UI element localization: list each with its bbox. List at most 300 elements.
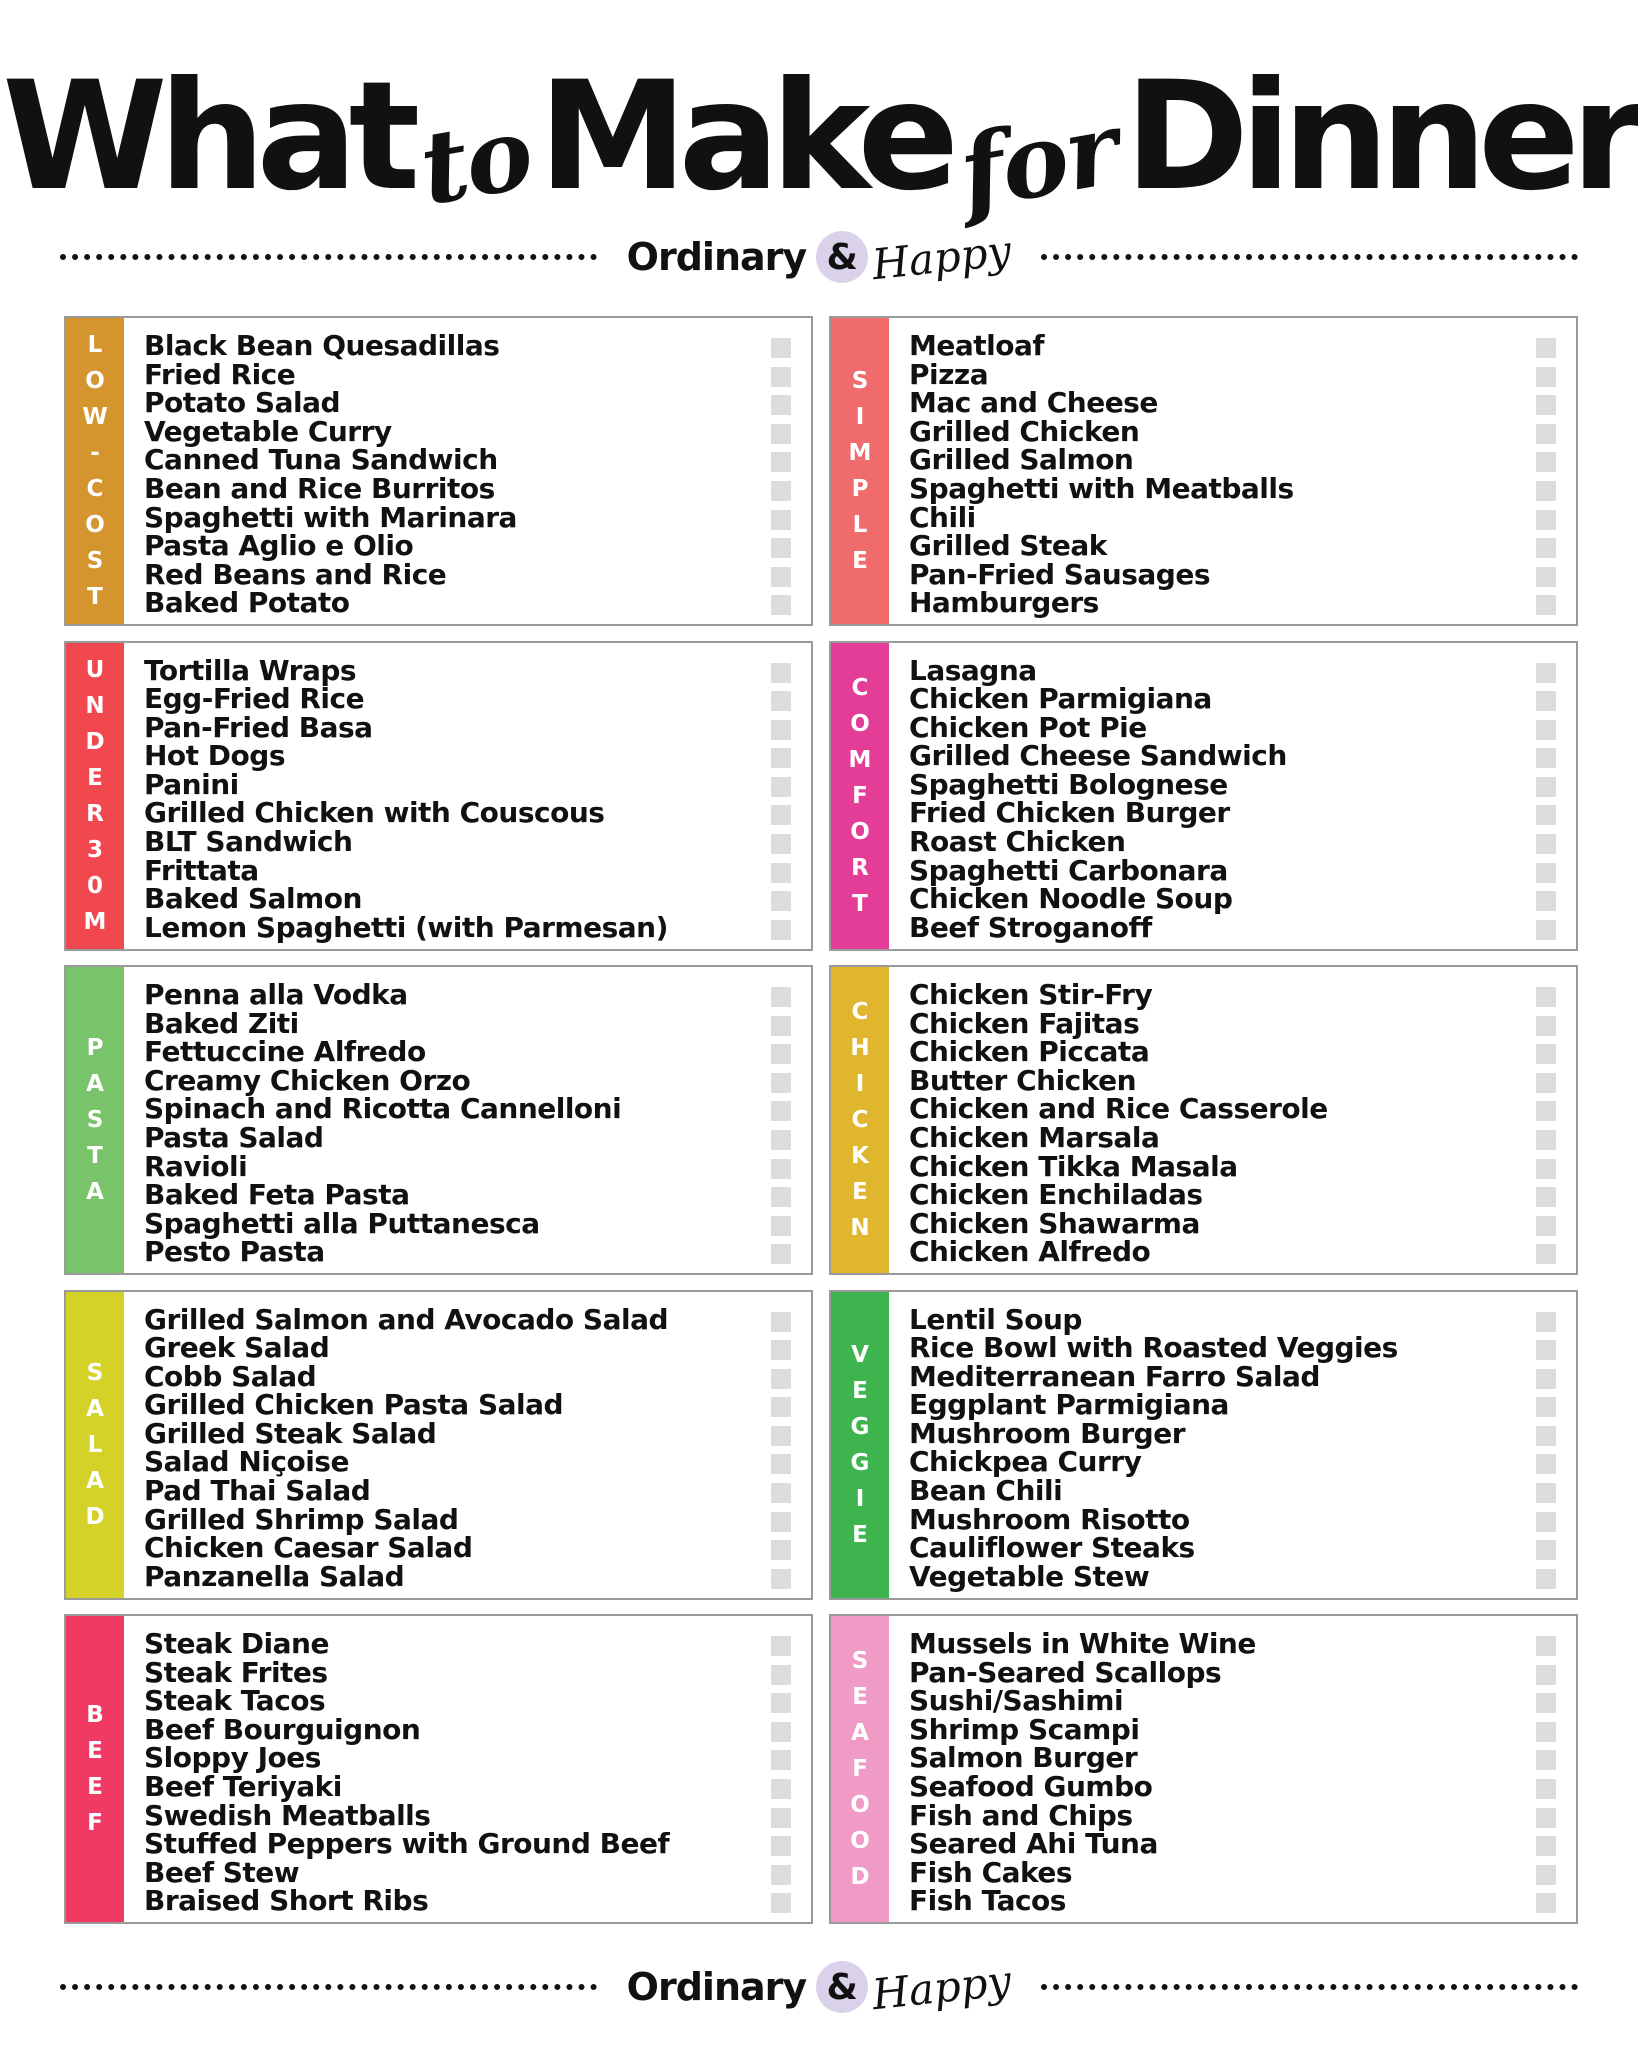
dotted-line-left: [60, 1984, 597, 1990]
dish-checkbox[interactable]: [1536, 1369, 1556, 1389]
category-label-letter: H: [850, 1035, 870, 1061]
dish-checkbox[interactable]: [771, 395, 791, 415]
dish-checkbox[interactable]: [771, 338, 791, 358]
dish-checkbox[interactable]: [1536, 834, 1556, 854]
dish-checkbox[interactable]: [1536, 1865, 1556, 1885]
category-label-letter: L: [87, 1431, 103, 1458]
category-label-letter: N: [850, 1215, 870, 1241]
dish-checkbox[interactable]: [1536, 1101, 1556, 1121]
dish-item: Chicken Stir-Fry: [909, 978, 1153, 1011]
dish-item: Chicken Caesar Salad: [144, 1531, 473, 1565]
dish-item: Spaghetti Bolognese: [909, 767, 1228, 801]
dish-item: Mushroom Burger: [909, 1416, 1186, 1450]
dish-checkbox[interactable]: [1536, 720, 1556, 740]
dish-checkbox[interactable]: [1536, 395, 1556, 415]
dish-checkbox[interactable]: [771, 1569, 791, 1589]
dish-checkbox[interactable]: [771, 1187, 791, 1207]
category-label-letter: A: [86, 1467, 104, 1494]
dish-checkbox[interactable]: [1536, 748, 1556, 768]
dish-item: Baked Potato: [144, 586, 350, 620]
dish-checkbox[interactable]: [771, 1540, 791, 1560]
category-label-letter: G: [850, 1449, 870, 1476]
checkbox-column: [771, 987, 793, 1273]
dish-item: Cobb Salad: [144, 1359, 317, 1393]
dish-checkbox[interactable]: [771, 567, 791, 587]
category-label-letter: E: [852, 548, 868, 574]
category-card-pasta: [64, 965, 813, 1275]
category-label-letter: E: [87, 764, 103, 791]
dish-checkbox[interactable]: [771, 1101, 791, 1121]
dish-checkbox[interactable]: [1536, 663, 1556, 683]
category-card-comfort: [829, 641, 1578, 951]
checkbox-column: [771, 1312, 793, 1598]
category-label-letter: R: [86, 800, 104, 827]
dish-checkbox[interactable]: [1536, 1693, 1556, 1713]
dish-checkbox[interactable]: [1536, 1750, 1556, 1770]
category-label-letter: O: [85, 368, 105, 394]
dish-item: Rice Bowl with Roasted Veggies: [909, 1331, 1398, 1365]
category-label-letter: M: [848, 440, 872, 466]
dish-item: BLT Sandwich: [144, 825, 353, 859]
dish-checkbox[interactable]: [771, 663, 791, 683]
dish-item: Tortilla Wraps: [144, 653, 357, 687]
dish-item: Grilled Chicken Pasta Salad: [144, 1388, 564, 1422]
title-for: for: [951, 88, 1126, 233]
dish-item: Sushi/Sashimi: [909, 1684, 1124, 1718]
checkbox-column: [771, 338, 793, 624]
dish-checkbox[interactable]: [771, 1512, 791, 1532]
category-label-letter: F: [87, 1810, 103, 1836]
dish-item: Beef Bourguignon: [144, 1712, 421, 1746]
dish-item: Lasagna: [909, 653, 1037, 687]
dish-checkbox[interactable]: [1536, 1073, 1556, 1093]
dish-checkbox[interactable]: [1536, 1665, 1556, 1685]
dish-item: Fried Chicken Burger: [909, 796, 1230, 830]
dish-item: Steak Frites: [144, 1655, 328, 1689]
dish-checkbox[interactable]: [1536, 891, 1556, 911]
dish-item: Pad Thai Salad: [144, 1474, 371, 1508]
dish-checkbox[interactable]: [771, 863, 791, 883]
dish-item: Panzanella Salad: [144, 1559, 405, 1593]
dish-item: Black Bean Quesadillas: [144, 329, 500, 362]
dish-item: Chicken Tikka Masala: [909, 1149, 1238, 1183]
dish-checkbox[interactable]: [1536, 805, 1556, 825]
dish-checkbox[interactable]: [771, 452, 791, 472]
dish-item: Mushroom Risotto: [909, 1502, 1190, 1536]
dish-checkbox[interactable]: [1536, 567, 1556, 587]
category-label-letter: I: [855, 1071, 865, 1097]
category-card-salad: [64, 1290, 813, 1600]
dish-checkbox[interactable]: [771, 987, 791, 1007]
dish-checkbox[interactable]: [1536, 338, 1556, 358]
dish-checkbox[interactable]: [1536, 1636, 1556, 1656]
dish-checkbox[interactable]: [771, 1397, 791, 1417]
title-make: Make: [538, 50, 951, 224]
dish-item: Pan-Fried Basa: [144, 710, 373, 744]
category-label-letter: N: [85, 692, 105, 719]
title-dinner: Dinner: [1124, 50, 1636, 224]
dish-checkbox[interactable]: [1536, 424, 1556, 444]
dish-checkbox[interactable]: [771, 1044, 791, 1064]
category-label-letter: R: [851, 854, 869, 881]
dish-checkbox[interactable]: [1536, 1044, 1556, 1064]
checkbox-column: [1536, 1312, 1558, 1598]
dotted-line-left: [60, 254, 597, 260]
dish-list: [124, 1616, 811, 1922]
dish-list: [889, 318, 1576, 624]
category-label-letter: C: [86, 476, 104, 502]
dish-checkbox[interactable]: [771, 1312, 791, 1332]
dish-item: Frittata: [144, 853, 259, 887]
dish-item: Beef Stroganoff: [909, 910, 1152, 944]
dish-checkbox[interactable]: [771, 1865, 791, 1885]
category-card-chicken: [829, 965, 1578, 1275]
category-grid: [64, 316, 1578, 1924]
dish-item: Chicken Noodle Soup: [909, 882, 1233, 916]
dish-checkbox[interactable]: [1536, 777, 1556, 797]
dish-item: Spaghetti with Meatballs: [909, 471, 1294, 505]
dish-item: Ravioli: [144, 1149, 248, 1183]
checkbox-column: [771, 1636, 793, 1922]
dish-checkbox[interactable]: [1536, 510, 1556, 530]
dish-checkbox[interactable]: [771, 1483, 791, 1503]
dish-item: Chicken Enchiladas: [909, 1178, 1203, 1212]
dish-checkbox[interactable]: [771, 1893, 791, 1913]
category-label-bar: [831, 1292, 889, 1598]
dish-checkbox[interactable]: [1536, 1397, 1556, 1417]
dish-item: Chili: [909, 500, 976, 534]
category-label-letter: E: [852, 1521, 868, 1548]
dish-checkbox[interactable]: [1536, 1187, 1556, 1207]
dish-checkbox[interactable]: [1536, 1340, 1556, 1360]
checkbox-column: [1536, 338, 1558, 624]
dish-checkbox[interactable]: [1536, 987, 1556, 1007]
category-label-bar: [66, 643, 124, 949]
dish-checkbox[interactable]: [771, 777, 791, 797]
category-label-letter: M: [83, 908, 107, 935]
dish-item: Chicken Parmigiana: [909, 682, 1212, 716]
checkbox-column: [1536, 663, 1558, 949]
dish-checkbox[interactable]: [771, 748, 791, 768]
dish-item: Chicken Shawarma: [909, 1206, 1200, 1240]
dish-item: Red Beans and Rice: [144, 557, 447, 591]
dish-item: Salad Niçoise: [144, 1445, 349, 1479]
dish-checkbox[interactable]: [771, 481, 791, 501]
dish-checkbox[interactable]: [771, 538, 791, 558]
category-label-letter: I: [855, 1485, 865, 1512]
dish-item: Chicken and Rice Casserole: [909, 1092, 1328, 1126]
category-label-letter: E: [852, 1684, 868, 1710]
dish-checkbox[interactable]: [1536, 1130, 1556, 1150]
dish-checkbox[interactable]: [771, 1693, 791, 1713]
brand-amp: &: [826, 1966, 858, 2008]
dish-item: Steak Tacos: [144, 1684, 326, 1718]
dish-checkbox[interactable]: [771, 1750, 791, 1770]
category-label-letter: O: [850, 818, 870, 845]
dish-checkbox[interactable]: [771, 1665, 791, 1685]
dish-item: Sloppy Joes: [144, 1741, 321, 1775]
dish-item: Chicken Fajitas: [909, 1006, 1140, 1040]
dish-checkbox[interactable]: [771, 1779, 791, 1799]
dish-item: Pasta Salad: [144, 1120, 324, 1154]
dish-checkbox[interactable]: [1536, 1216, 1556, 1236]
dish-item: Steak Diane: [144, 1627, 329, 1660]
dotted-line-right: [1041, 254, 1578, 260]
dish-checkbox[interactable]: [771, 1130, 791, 1150]
dish-item: Mac and Cheese: [909, 386, 1158, 420]
dish-item: Fish and Chips: [909, 1798, 1133, 1832]
dish-checkbox[interactable]: [1536, 1016, 1556, 1036]
checkbox-column: [1536, 1636, 1558, 1922]
dish-checkbox[interactable]: [771, 1216, 791, 1236]
dish-checkbox[interactable]: [771, 1636, 791, 1656]
dish-item: Cauliflower Steaks: [909, 1531, 1195, 1565]
dish-item: Salmon Burger: [909, 1741, 1138, 1775]
dish-item: Pizza: [909, 357, 989, 391]
dish-checkbox[interactable]: [771, 691, 791, 711]
dish-item: Chicken Piccata: [909, 1035, 1150, 1069]
category-label-letter: G: [850, 1413, 870, 1440]
dish-checkbox[interactable]: [1536, 1540, 1556, 1560]
category-card-low-cost: [64, 316, 813, 626]
category-label-letter: E: [852, 1179, 868, 1205]
category-label-letter: 0: [86, 872, 103, 899]
brand-logo: [626, 1955, 1014, 2019]
category-label-letter: A: [86, 1071, 104, 1097]
brand-name-ordinary: Ordinary: [626, 235, 807, 279]
category-label-letter: D: [850, 1864, 870, 1890]
dish-item: Pan-Seared Scallops: [909, 1655, 1222, 1689]
dish-checkbox[interactable]: [771, 1808, 791, 1828]
dish-item: Fish Cakes: [909, 1855, 1073, 1889]
dish-item: Egg-Fried Rice: [144, 682, 365, 716]
category-label-letter: O: [850, 710, 870, 737]
dish-item: Pesto Pasta: [144, 1235, 325, 1269]
category-label-letter: L: [87, 332, 103, 358]
category-label-letter: U: [85, 656, 105, 683]
dish-item: Braised Short Ribs: [144, 1884, 429, 1918]
category-label-letter: E: [87, 1774, 103, 1800]
category-label-letter: B: [86, 1702, 104, 1728]
dish-checkbox[interactable]: [771, 1369, 791, 1389]
dish-item: Grilled Salmon: [909, 443, 1134, 477]
category-label-bar: [66, 1292, 124, 1598]
dish-item: Creamy Chicken Orzo: [144, 1063, 471, 1097]
category-label-letter: W: [82, 404, 108, 430]
dish-checkbox[interactable]: [1536, 1312, 1556, 1332]
dish-list: [124, 967, 811, 1273]
dish-checkbox[interactable]: [1536, 1454, 1556, 1474]
dish-checkbox[interactable]: [771, 720, 791, 740]
dish-list: [124, 1292, 811, 1598]
dish-item: Hamburgers: [909, 586, 1099, 620]
dotted-line-right: [1041, 1984, 1578, 1990]
dish-item: Grilled Shrimp Salad: [144, 1502, 459, 1536]
dish-checkbox[interactable]: [1536, 452, 1556, 472]
dish-checkbox[interactable]: [1536, 1483, 1556, 1503]
dish-item: Penna alla Vodka: [144, 978, 408, 1011]
category-label-bar: [66, 1616, 124, 1922]
dish-item: Pasta Aglio e Olio: [144, 529, 414, 563]
brand-divider-top: [60, 222, 1578, 292]
dish-list: [889, 967, 1576, 1273]
dish-item: Roast Chicken: [909, 825, 1126, 859]
dish-item: Spaghetti with Marinara: [144, 500, 517, 534]
dish-checkbox[interactable]: [1536, 595, 1556, 615]
dish-item: Spaghetti alla Puttanesca: [144, 1206, 540, 1240]
dish-item: Baked Ziti: [144, 1006, 299, 1040]
dish-item: Spinach and Ricotta Cannelloni: [144, 1092, 622, 1126]
category-label-letter: P: [86, 1035, 104, 1061]
dish-checkbox[interactable]: [1536, 481, 1556, 501]
dish-item: Lentil Soup: [909, 1302, 1082, 1336]
dish-checkbox[interactable]: [771, 1073, 791, 1093]
dish-item: Lemon Spaghetti (with Parmesan): [144, 910, 668, 944]
dish-checkbox[interactable]: [1536, 1893, 1556, 1913]
dish-item: Hot Dogs: [144, 739, 285, 773]
category-label-letter: S: [851, 368, 869, 394]
dish-checkbox[interactable]: [771, 1836, 791, 1856]
dish-item: Mediterranean Farro Salad: [909, 1359, 1320, 1393]
dish-checkbox[interactable]: [1536, 1159, 1556, 1179]
dish-checkbox[interactable]: [771, 424, 791, 444]
dish-checkbox[interactable]: [1536, 1779, 1556, 1799]
dish-checkbox[interactable]: [771, 891, 791, 911]
dish-checkbox[interactable]: [771, 510, 791, 530]
dish-checkbox[interactable]: [1536, 1808, 1556, 1828]
brand-name-happy: Happy: [869, 1955, 1014, 2019]
category-label-letter: V: [851, 1341, 869, 1368]
category-label-bar: [831, 1616, 889, 1922]
dish-item: Bean Chili: [909, 1474, 1063, 1508]
category-label-letter: C: [851, 674, 869, 701]
dish-list: [889, 643, 1576, 949]
category-label-letter: S: [851, 1648, 869, 1674]
dish-item: Shrimp Scampi: [909, 1712, 1140, 1746]
brand-amp: &: [826, 236, 858, 278]
dish-list: [124, 318, 811, 624]
dish-checkbox[interactable]: [1536, 1722, 1556, 1742]
dish-item: Vegetable Stew: [909, 1559, 1150, 1593]
dish-checkbox[interactable]: [1536, 538, 1556, 558]
page-title: [0, 42, 1638, 232]
dish-checkbox[interactable]: [1536, 1836, 1556, 1856]
dish-checkbox[interactable]: [771, 1244, 791, 1264]
dish-checkbox[interactable]: [1536, 1426, 1556, 1446]
dish-checkbox[interactable]: [771, 805, 791, 825]
dish-checkbox[interactable]: [771, 834, 791, 854]
category-label-bar: [831, 967, 889, 1273]
title-what: What: [2, 50, 412, 224]
category-label-letter: D: [85, 1503, 105, 1530]
category-label-letter: O: [85, 512, 105, 538]
dish-item: Butter Chicken: [909, 1063, 1137, 1097]
dish-item: Fried Rice: [144, 357, 296, 391]
category-card-under-30m: [64, 641, 813, 951]
category-label-letter: F: [852, 1756, 868, 1782]
dish-checkbox[interactable]: [771, 1454, 791, 1474]
brand-name-happy: Happy: [869, 225, 1014, 289]
category-label-letter: S: [86, 1359, 104, 1386]
category-label-bar: [831, 643, 889, 949]
category-card-seafood: [829, 1614, 1578, 1924]
dish-item: Chicken Marsala: [909, 1120, 1160, 1154]
dish-checkbox[interactable]: [771, 1159, 791, 1179]
dish-checkbox[interactable]: [1536, 367, 1556, 387]
dish-item: Beef Teriyaki: [144, 1769, 342, 1803]
dish-item: Grilled Chicken: [909, 414, 1140, 448]
brand-divider-bottom: [60, 1952, 1578, 2022]
dish-item: Canned Tuna Sandwich: [144, 443, 498, 477]
dish-item: Eggplant Parmigiana: [909, 1388, 1229, 1422]
checkbox-column: [771, 663, 793, 949]
dish-item: Grilled Steak: [909, 529, 1107, 563]
dish-item: Baked Feta Pasta: [144, 1178, 410, 1212]
dish-item: Mussels in White Wine: [909, 1627, 1256, 1660]
dish-item: Meatloaf: [909, 329, 1045, 362]
dish-checkbox[interactable]: [771, 367, 791, 387]
dish-checkbox[interactable]: [1536, 1244, 1556, 1264]
dish-checkbox[interactable]: [1536, 1569, 1556, 1589]
category-label-letter: K: [851, 1143, 869, 1169]
dish-checkbox[interactable]: [771, 1722, 791, 1742]
category-label-letter: S: [86, 1107, 104, 1133]
category-label-letter: S: [86, 548, 104, 574]
dish-item: Beef Stew: [144, 1855, 300, 1889]
dish-item: Swedish Meatballs: [144, 1798, 431, 1832]
category-label-letter: T: [852, 890, 868, 917]
dish-checkbox[interactable]: [1536, 1512, 1556, 1532]
category-label-letter: D: [85, 728, 105, 755]
dish-item: Pan-Fried Sausages: [909, 557, 1210, 591]
dish-checkbox[interactable]: [771, 920, 791, 940]
dish-item: Fish Tacos: [909, 1884, 1066, 1918]
brand-name-ordinary: Ordinary: [626, 1965, 807, 2009]
dish-checkbox[interactable]: [1536, 691, 1556, 711]
dish-checkbox[interactable]: [1536, 920, 1556, 940]
dish-item: Seared Ahi Tuna: [909, 1827, 1158, 1861]
dish-checkbox[interactable]: [771, 1426, 791, 1446]
category-label-letter: P: [851, 476, 869, 502]
dish-checkbox[interactable]: [771, 595, 791, 615]
dish-item: Chicken Pot Pie: [909, 710, 1147, 744]
category-label-letter: O: [850, 1828, 870, 1854]
category-card-beef: [64, 1614, 813, 1924]
dish-item: Bean and Rice Burritos: [144, 471, 495, 505]
dish-list: [889, 1616, 1576, 1922]
dish-item: Chickpea Curry: [909, 1445, 1142, 1479]
category-label-letter: T: [87, 1143, 103, 1169]
category-label-letter: A: [851, 1720, 869, 1746]
dish-item: Chicken Alfredo: [909, 1235, 1151, 1269]
dish-checkbox[interactable]: [771, 1340, 791, 1360]
category-label-letter: O: [850, 1792, 870, 1818]
dish-item: Grilled Chicken with Couscous: [144, 796, 605, 830]
dish-item: Potato Salad: [144, 386, 341, 420]
dish-checkbox[interactable]: [771, 1016, 791, 1036]
dish-item: Panini: [144, 767, 239, 801]
dish-checkbox[interactable]: [1536, 863, 1556, 883]
dish-item: Seafood Gumbo: [909, 1769, 1153, 1803]
category-card-simple: [829, 316, 1578, 626]
dish-list: [889, 1292, 1576, 1598]
dish-item: Greek Salad: [144, 1331, 330, 1365]
checkbox-column: [1536, 987, 1558, 1273]
dish-item: Stuffed Peppers with Ground Beef: [144, 1827, 670, 1861]
brand-amp-circle: [816, 231, 868, 283]
dish-item: Spaghetti Carbonara: [909, 853, 1228, 887]
category-label-bar: [66, 967, 124, 1273]
